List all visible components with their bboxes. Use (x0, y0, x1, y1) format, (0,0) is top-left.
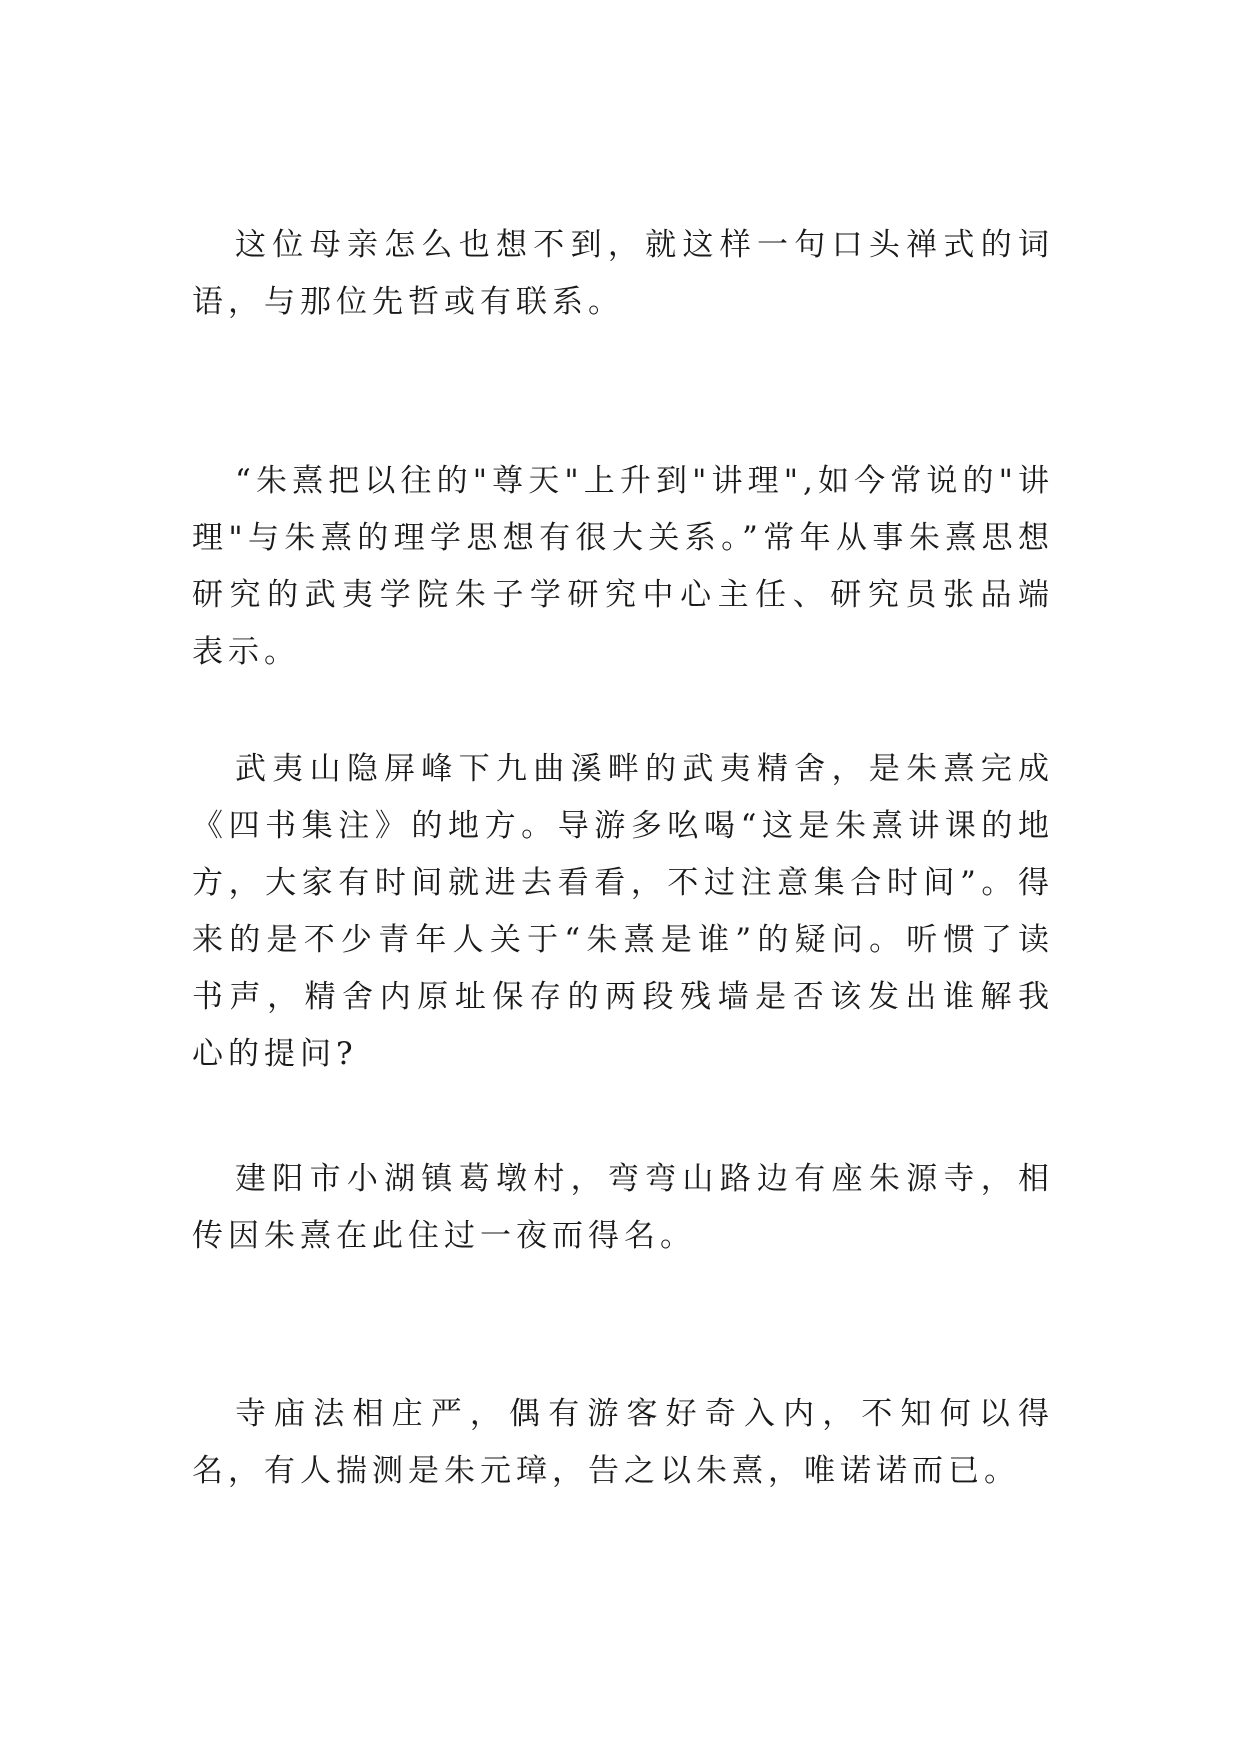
paragraph-zhuyuan-temple: 建阳市小湖镇葛墩村，弯弯山路边有座朱源寺，相传因朱熹在此住过一夜而得名。 (192, 1161, 1054, 1254)
paragraph-wuyi-jingshe: 武夷山隐屏峰下九曲溪畔的武夷精舍，是朱熹完成《四书集注》的地方。导游多吆喝“这是朱熹讲课的地方，大家有时间就进去看看，不过注意集合时间”。得来的是不少青年人关于“朱熹是谁”的疑问。听惯了读书声，精舍内原址保存的两段残墙是否该发出谁解我心的提问? (192, 751, 1054, 1072)
paragraph-mother: 这位母亲怎么也想不到，就这样一句口头禅式的词语，与那位先哲或有联系。 (192, 227, 1054, 320)
paragraph-zhu-xi-reasoning: “朱熹把以往的"尊天"上升到"讲理",如今常说的"讲理"与朱熹的理学思想有很大关系。”常年从事朱熹思想研究的武夷学院朱子学研究中心主任、研究员张品端表示。 (192, 463, 1054, 670)
paragraph-temple-visitors: 寺庙法相庄严，偶有游客好奇入内，不知何以得名，有人揣测是朱元璋，告之以朱熹，唯诺诺而已。 (192, 1396, 1054, 1489)
